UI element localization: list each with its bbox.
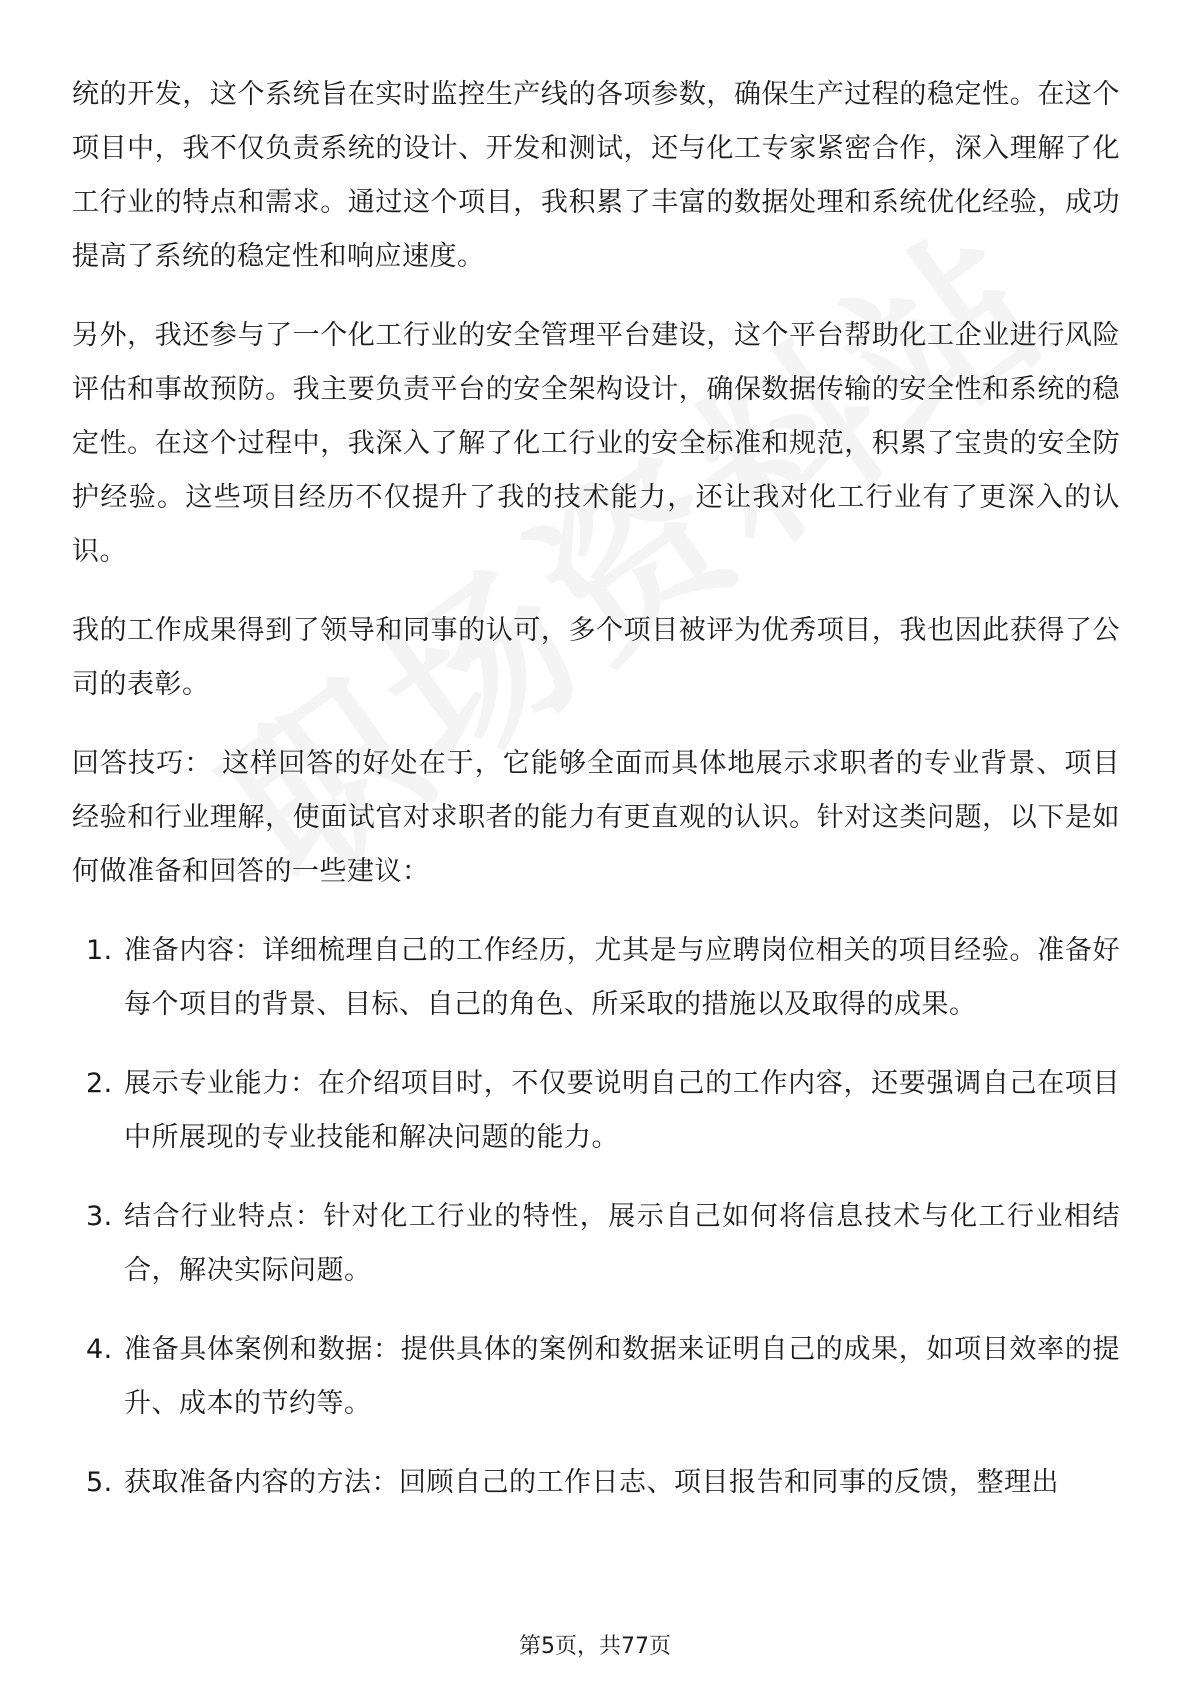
list-item-text: 准备内容：详细梳理自己的工作经历，尤其是与应聘岗位相关的项目经验。准备好每个项目的背景、目标、自己的角色、所采取的措施以及取得的成果。 [124, 935, 1120, 1020]
list-item-text: 获取准备内容的方法：回顾自己的工作日志、项目报告和同事的反馈，整理出 [124, 1467, 1059, 1498]
list-item-number: 5. [86, 1467, 113, 1498]
list-item-number: 4. [86, 1334, 113, 1365]
page-number-footer: 第5页，共77页 [519, 1634, 671, 1659]
list-item-text: 准备具体案例和数据：提供具体的案例和数据来证明自己的成果，如项目效率的提升、成本的节约等。 [124, 1334, 1120, 1419]
paragraph-project-intro: 统的开发，这个系统旨在实时监控生产线的各项参数，确保生产过程的稳定性。在这个项目中，我不仅负责系统的设计、开发和测试，还与化工专家紧密合作，深入理解了化工行业的特点和需求。通过这个项目，我积累了丰富的数据处理和系统优化经验，成功提高了系统的稳定性和响应速度。 [72, 79, 1120, 272]
paragraph-achievements: 我的工作成果得到了领导和同事的认可，多个项目被评为优秀项目，我也因此获得了公司的表彰。 [72, 615, 1120, 700]
suggestion-list [72, 924, 1120, 1510]
list-item-text: 展示专业能力：在介绍项目时，不仅要说明自己的工作内容，还要强调自己在项目中所展现的专业技能和解决问题的能力。 [124, 1068, 1120, 1153]
paragraph-answer-tips: 回答技巧： 这样回答的好处在于，它能够全面而具体地展示求职者的专业背景、项目经验和行业理解，使面试官对求职者的能力有更直观的认识。针对这类问题，以下是如何做准备和回答的一些建议： [72, 748, 1120, 887]
document-body [72, 68, 1120, 1535]
paragraph-safety-platform: 另外，我还参与了一个化工行业的安全管理平台建设，这个平台帮助化工企业进行风险评估和事故预防。我主要负责平台的安全架构设计，确保数据传输的安全性和系统的稳定性。在这个过程中，我深入了解了化工行业的安全标准和规范，积累了宝贵的安全防护经验。这些项目经历不仅提升了我的技术能力，还让我对化工行业有了更深入的认识。 [72, 320, 1120, 567]
list-item-number: 1. [86, 935, 113, 966]
list-item [72, 1323, 1120, 1431]
list-item-number: 3. [86, 1201, 113, 1232]
list-item [72, 924, 1120, 1032]
list-item-number: 2. [86, 1068, 113, 1099]
list-item [72, 1057, 1120, 1165]
list-item [72, 1456, 1120, 1510]
list-item [72, 1190, 1120, 1298]
list-item-text: 结合行业特点：针对化工行业的特性，展示自己如何将信息技术与化工行业相结合，解决实际问题。 [124, 1201, 1120, 1286]
